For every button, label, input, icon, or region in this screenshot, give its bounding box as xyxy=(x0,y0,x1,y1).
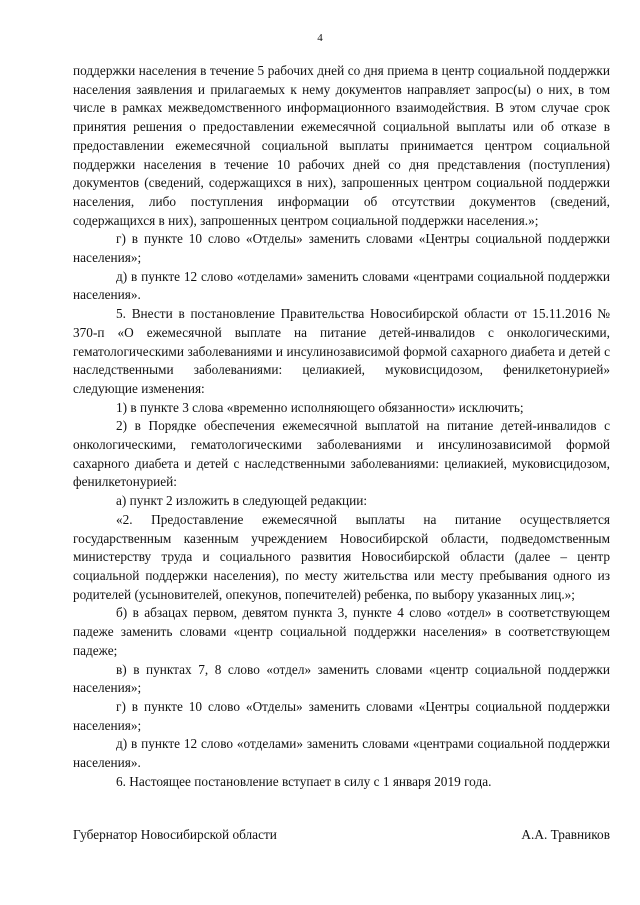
signatory-position: Губернатор Новосибирской области xyxy=(73,827,277,842)
paragraph: 2) в Порядке обеспечения ежемесячной выплатой на питание детей-инвалидов с онкологическими, гематологическими заболеваниями и инсулинозависимой формой сахарного диабета и детей с наследственными заболеваниями: целиакией, муковисцидозом, фенилкетонурией: xyxy=(73,418,610,490)
paragraph: «2. Предоставление ежемесячной выплаты на питание осуществляется государственным казенным учреждением Новосибирской области, подведомственным министерству труда и социального развития Новосибирской области (далее – центр социальной поддержки населения), по месту жительства или месту пребывания одного из родителей (усыновителей, опекунов, попечителей) ребенка, по выбору указанных лиц.»; xyxy=(73,511,610,602)
signatory-name: А.А. Травников xyxy=(521,827,610,842)
paragraph: 5. Внести в постановление Правительства Новосибирской области от 15.11.2016 № 370-п «О ежемесячной выплате на питание детей-инвалидов с онкологическими, гематологическими заболеваниями и инсулинозависимой формой сахарного диабета и детей с наследственными заболеваниями: целиакией, муковисцидозом, фенилкетонурией» следующие изменения: xyxy=(73,306,610,396)
paragraph: б) в абзацах первом, девятом пункта 3, пункте 4 слово «отдел» в соответствующем падеже заменить словами «центр социальной поддержки населения» в соответствующем падеже; xyxy=(73,605,610,658)
paragraph: г) в пункте 10 слово «Отделы» заменить словами «Центры социальной поддержки населения»; xyxy=(73,698,610,733)
paragraph: 6. Настоящее постановление вступает в силу с 1 января 2019 года. xyxy=(116,773,492,789)
document-body xyxy=(73,62,610,791)
paragraph: поддержки населения в течение 5 рабочих дней со дня приема в центр социальной поддержки населения заявления и прилагаемых к нему документов направляет запрос(ы) о них, в том числе в рамках межведомственного информационного взаимодействия. В этом случае срок принятия решения о предоставлении ежемесячной социальной выплаты или об отказе в предоставлении ежемесячной социальной выплаты принимается центром социальной поддержки населения в течение 10 рабочих дней со дня представления (поступления) документов (сведений, содержащихся в них), запрошенных центром социальной поддержки населения, либо поступления информации об отсутствии документов (сведений, содержащихся в них), запрошенных центром социальной поддержки населения.»; xyxy=(73,63,610,228)
paragraph: г) в пункте 10 слово «Отделы» заменить словами «Центры социальной поддержки населения»; xyxy=(73,231,610,266)
paragraph: в) в пунктах 7, 8 слово «отдел» заменить словами «центр социальной поддержки населения»; xyxy=(73,661,610,696)
paragraph: 1) в пункте 3 слова «временно исполняющего обязанности» исключить; xyxy=(116,399,524,415)
paragraph: а) пункт 2 изложить в следующей редакции: xyxy=(116,493,368,509)
paragraph: д) в пункте 12 слово «отделами» заменить словами «центрами социальной поддержки населения». xyxy=(73,736,610,771)
signature-block xyxy=(73,826,610,845)
page-number: 4 xyxy=(317,32,323,44)
paragraph: д) в пункте 12 слово «отделами» заменить словами «центрами социальной поддержки населения». xyxy=(73,268,610,303)
